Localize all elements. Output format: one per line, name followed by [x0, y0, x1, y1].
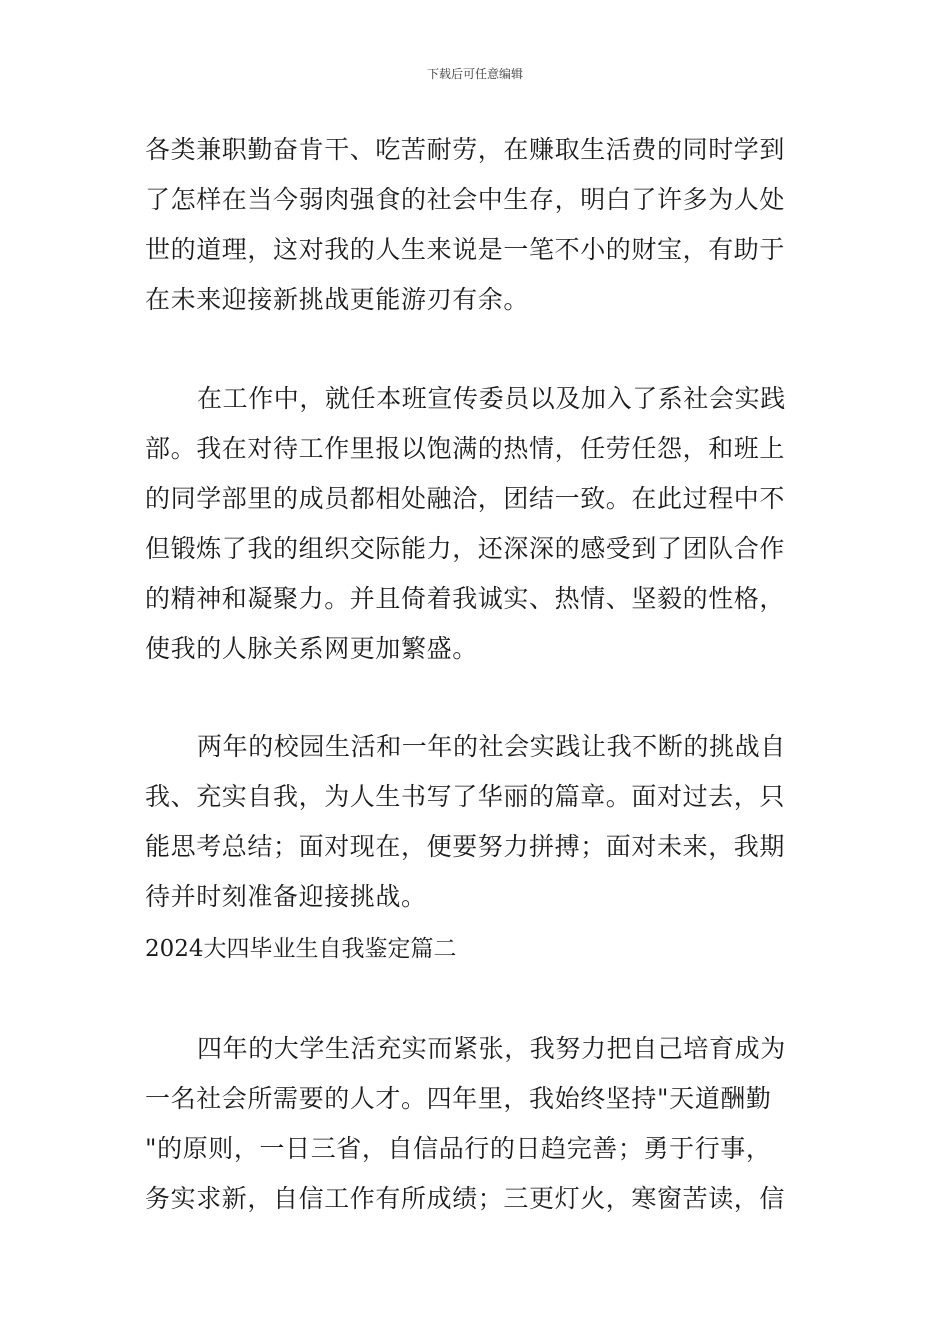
paragraph-4-line-2: 一名社会所需要的人才。四年里，我始终坚持"天道酬勤 [145, 1084, 772, 1113]
section-heading: 2024大四毕业生自我鉴定篇二 [145, 936, 457, 962]
paragraph-2-line-4: 但锻炼了我的组织交际能力，还深深的感受到了团队合作 [145, 534, 786, 563]
paragraph-4-line-3: "的原则，一日三省，自信品行的日趋完善；勇于行事， [145, 1134, 772, 1163]
paragraph-4-line-4: 务实求新，自信工作有所成绩；三更灯火，寒窗苦读，信 [145, 1184, 786, 1213]
page-header: 下载后可任意编辑 [426, 67, 523, 81]
paragraph-2-line-6: 使我的人脉关系网更加繁盛。 [145, 634, 478, 663]
paragraph-4-line-1: 四年的大学生活充实而紧张，我努力把自己培育成为 [197, 1034, 786, 1063]
paragraph-2-line-3: 的同学部里的成员都相处融洽，团结一致。在此过程中不 [145, 484, 786, 513]
paragraph-2-line-1: 在工作中，就任本班宣传委员以及加入了系社会实践 [197, 384, 786, 413]
paragraph-3-line-1: 两年的校园生活和一年的社会实践让我不断的挑战自 [197, 732, 786, 761]
paragraph-1-line-4: 在未来迎接新挑战更能游刃有余。 [145, 285, 530, 314]
paragraph-3-line-2: 我、充实自我，为人生书写了华丽的篇章。面对过去，只 [145, 782, 786, 811]
paragraph-1-line-1: 各类兼职勤奋肯干、吃苦耐劳，在赚取生活费的同时学到 [145, 135, 786, 164]
paragraph-2-line-2: 部。我在对待工作里报以饱满的热情，任劳任怨，和班上 [145, 434, 786, 463]
paragraph-1-line-2: 了怎样在当今弱肉强食的社会中生存，明白了许多为人处 [145, 185, 786, 214]
paragraph-2-line-5: 的精神和凝聚力。并且倚着我诚实、热情、坚毅的性格， [145, 584, 786, 613]
paragraph-3-line-3: 能思考总结；面对现在，便要努力拼搏；面对未来，我期 [145, 832, 786, 861]
paragraph-3-line-4: 待并时刻准备迎接挑战。 [145, 882, 427, 911]
paragraph-1-line-3: 世的道理，这对我的人生来说是一笔不小的财宝，有助于 [145, 235, 786, 264]
